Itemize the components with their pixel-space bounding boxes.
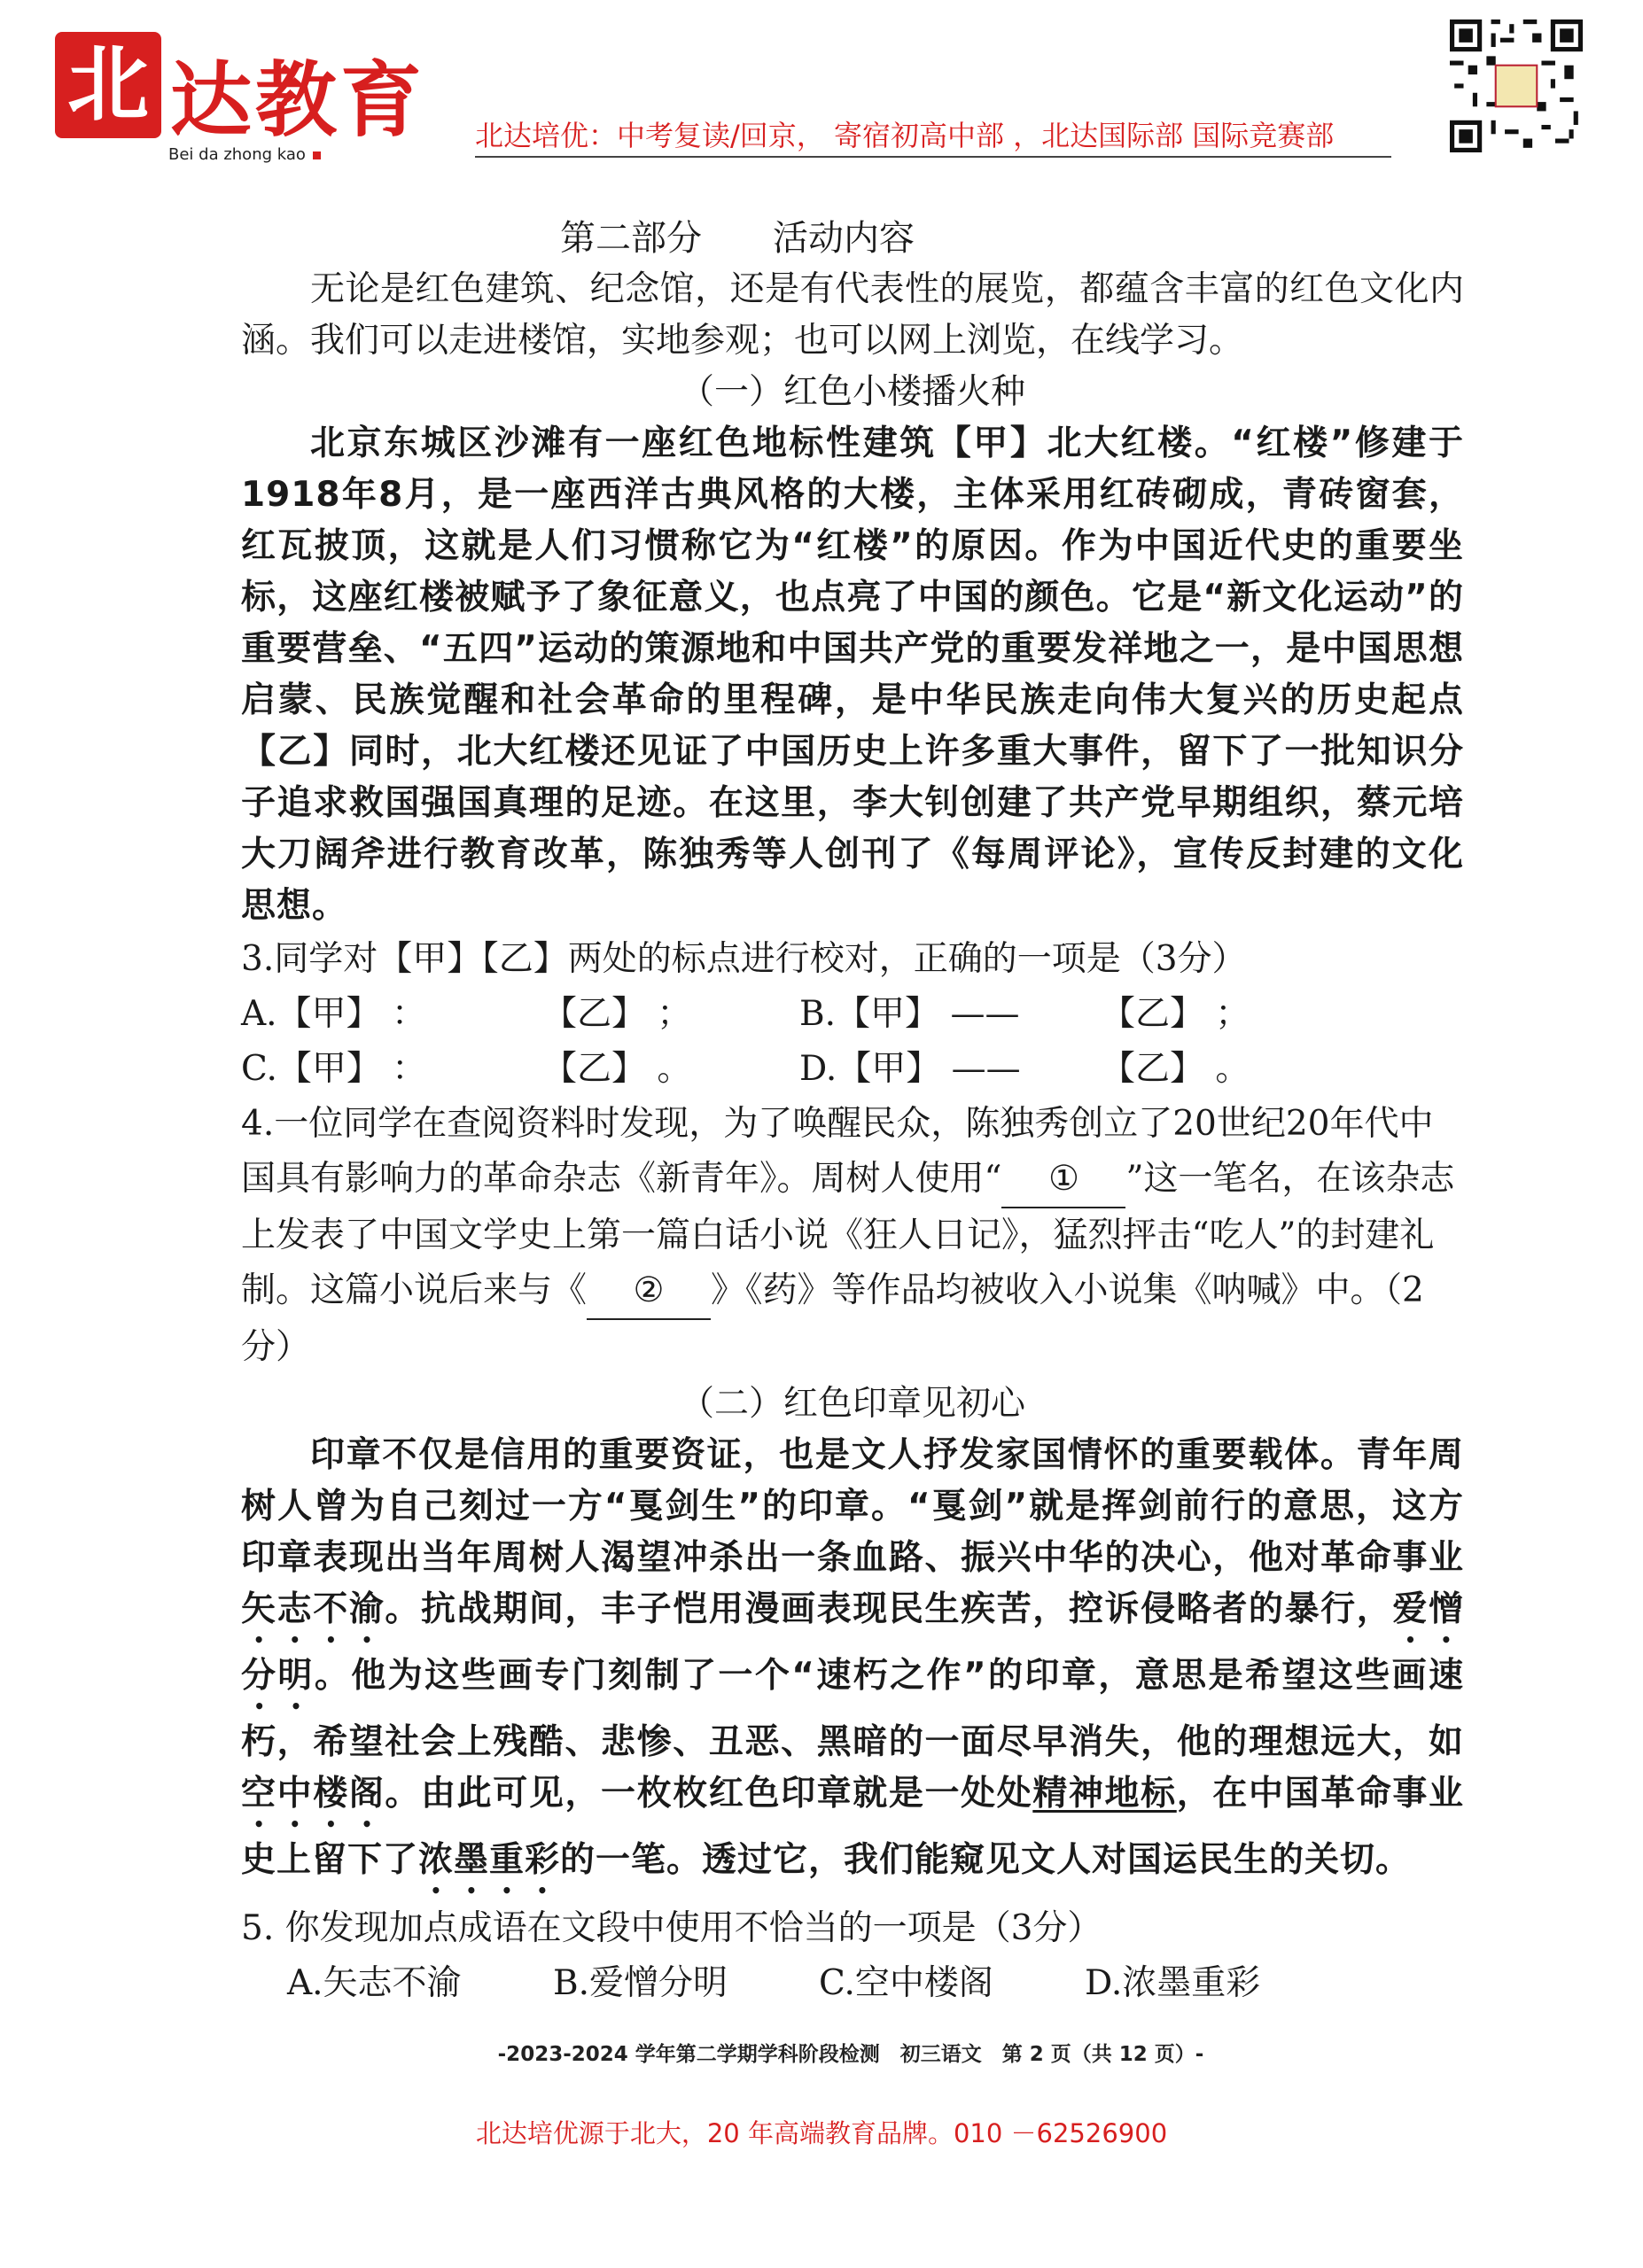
logo-mark: 北 <box>55 32 161 138</box>
part1-heading: （一）红色小楼播火种 <box>679 372 1025 412</box>
header-divider <box>475 156 1391 158</box>
question-3-stem: 3.同学对【甲】【乙】两处的标点进行校对，正确的一项是（3分） <box>241 939 1247 979</box>
q3-option-b-part2: 【乙】 ； <box>1101 994 1250 1034</box>
logo-subtitle: Bei da zhong kao <box>168 145 321 164</box>
q4-blank-1: ① <box>1001 1152 1125 1208</box>
question-5-options <box>241 1956 1464 2011</box>
qr-code-icon <box>1450 19 1583 152</box>
idiom-a: 矢志不渝 <box>241 1589 385 1629</box>
part1-passage: 北京东城区沙滩有一座红色地标性建筑【甲】北大红楼。“红楼”修建于1918年8月，是一座西洋古典风格的大楼，主体采用红砖砌成，青砖窗套，红瓦披顶，这就是人们习惯称它为“红楼”的原因。作为中国近代史的重要坐标，这座红楼被赋予了象征意义，也点亮了中国的颜色。它是“新文化运动”的重要营垒、“五四”运动的策源地和中国共产党的重要发祥地之一，是中国思想启蒙、民族觉醒和社会革命的里程碑，是中华民族走向伟大复兴的历史起点【乙】同时，北大红楼还见证了中国历史上许多重大事件，留下了一批知识分子追求救国强国真理的足迹。在这里，李大钊创建了共产党早期组织，蔡元培大刀阔斧进行教育改革，陈独秀等人创刊了《每周评论》，宣传反封建的文化思想。 <box>241 423 1464 926</box>
question-3-options-row-2 <box>241 1042 1464 1097</box>
q3-option-c-part1: C.【甲】 ： <box>241 1049 427 1089</box>
underlined-phrase: 精神地标 <box>1032 1774 1177 1814</box>
q3-option-a-part2: 【乙】 ； <box>542 994 692 1034</box>
q3-option-d-part1: D.【甲】 —— <box>799 1049 1021 1089</box>
brand-logo <box>55 32 445 164</box>
intro-paragraph: 无论是红色建筑、纪念馆，还是有代表性的展览，都蕴含丰富的红色文化内涵。我们可以走进楼馆，实地参观；也可以网上浏览，在线学习。 <box>241 269 1464 361</box>
q3-option-b-part1: B.【甲】 —— <box>799 994 1020 1034</box>
q3-option-c-part2: 【乙】 。 <box>542 1049 692 1089</box>
header-slogan: 北达培优：中考复读/回京， 寄宿初高中部 ，北达国际部 国际竞赛部 <box>475 119 1335 152</box>
q4-blank-2: ② <box>587 1263 711 1320</box>
logo-name: 达教育 <box>170 52 426 148</box>
exam-footer: -2023-2024 学年第二学期学科阶段检测 初三语文 第 2 页（共 12 页）- <box>497 2043 1204 2066</box>
idiom-c: 空中楼阁 <box>241 1774 385 1814</box>
q5-option-d: D.浓墨重彩 <box>1085 1963 1261 2003</box>
exam-page-body <box>241 213 1464 2011</box>
section-title: 第二部分 活动内容 <box>560 218 915 259</box>
brand-footer: 北达培优源于北大，20 年高端教育品牌。010 －62526900 <box>475 2118 1168 2148</box>
question-4: 4.一位同学在查阅资料时发现，为了唤醒民众，陈独秀创立了20世纪20年代中国具有影响力的革命杂志《新青年》。周树人使用“ ① ”这一笔名，在该杂志上发表了中国文学史上第一篇白话小说《狂人日记》，猛烈抨击“吃人”的封建礼制。这篇小说后来与《 ② 》《药》等作品均被收入小说集《呐喊》中。（2分） <box>241 1104 1455 1367</box>
idiom-b: 爱憎分明 <box>241 1589 1464 1696</box>
q3-option-a-part1: A.【甲】 ： <box>241 994 426 1034</box>
q5-option-b: B.爱憎分明 <box>553 1963 728 2003</box>
part2-passage: 印章不仅是信用的重要资证，也是文人抒发家国情怀的重要载体。青年周树人曾为自己刻过一方“戛剑生”的印章。“戛剑”就是挥剑前行的意思，这方印章表现出当年周树人渴望冲杀出一条血路、振兴中华的决心，他对革命事业矢志不渝。抗战期间，丰子恺用漫画表现民生疾苦，控诉侵略者的暴行，爱憎分明。他为这些画专门刻制了一个“速朽之作”的印章，意思是希望这些画速朽，希望社会上残酷、悲惨、丑恶、黑暗的一面尽早消失，他的理想远大，如空中楼阁。由此可见，一枚枚红色印章就是一处处精神地标，在中国革命事业史上留下了浓墨重彩的一笔。透过它，我们能窥见文人对国运民生的关切。 <box>241 1435 1464 1880</box>
q3-option-d-part2: 【乙】 。 <box>1101 1049 1250 1089</box>
idiom-d: 浓墨重彩 <box>418 1840 561 1880</box>
q5-option-c: C.空中楼阁 <box>819 1963 993 2003</box>
q5-option-a: A.矢志不渝 <box>287 1963 462 2003</box>
question-5-stem: 5. 你发现加点成语在文段中使用不恰当的一项是（3分） <box>241 1908 1102 1948</box>
part2-heading: （二）红色印章见初心 <box>679 1384 1025 1424</box>
question-3-options-row-1 <box>241 987 1464 1042</box>
